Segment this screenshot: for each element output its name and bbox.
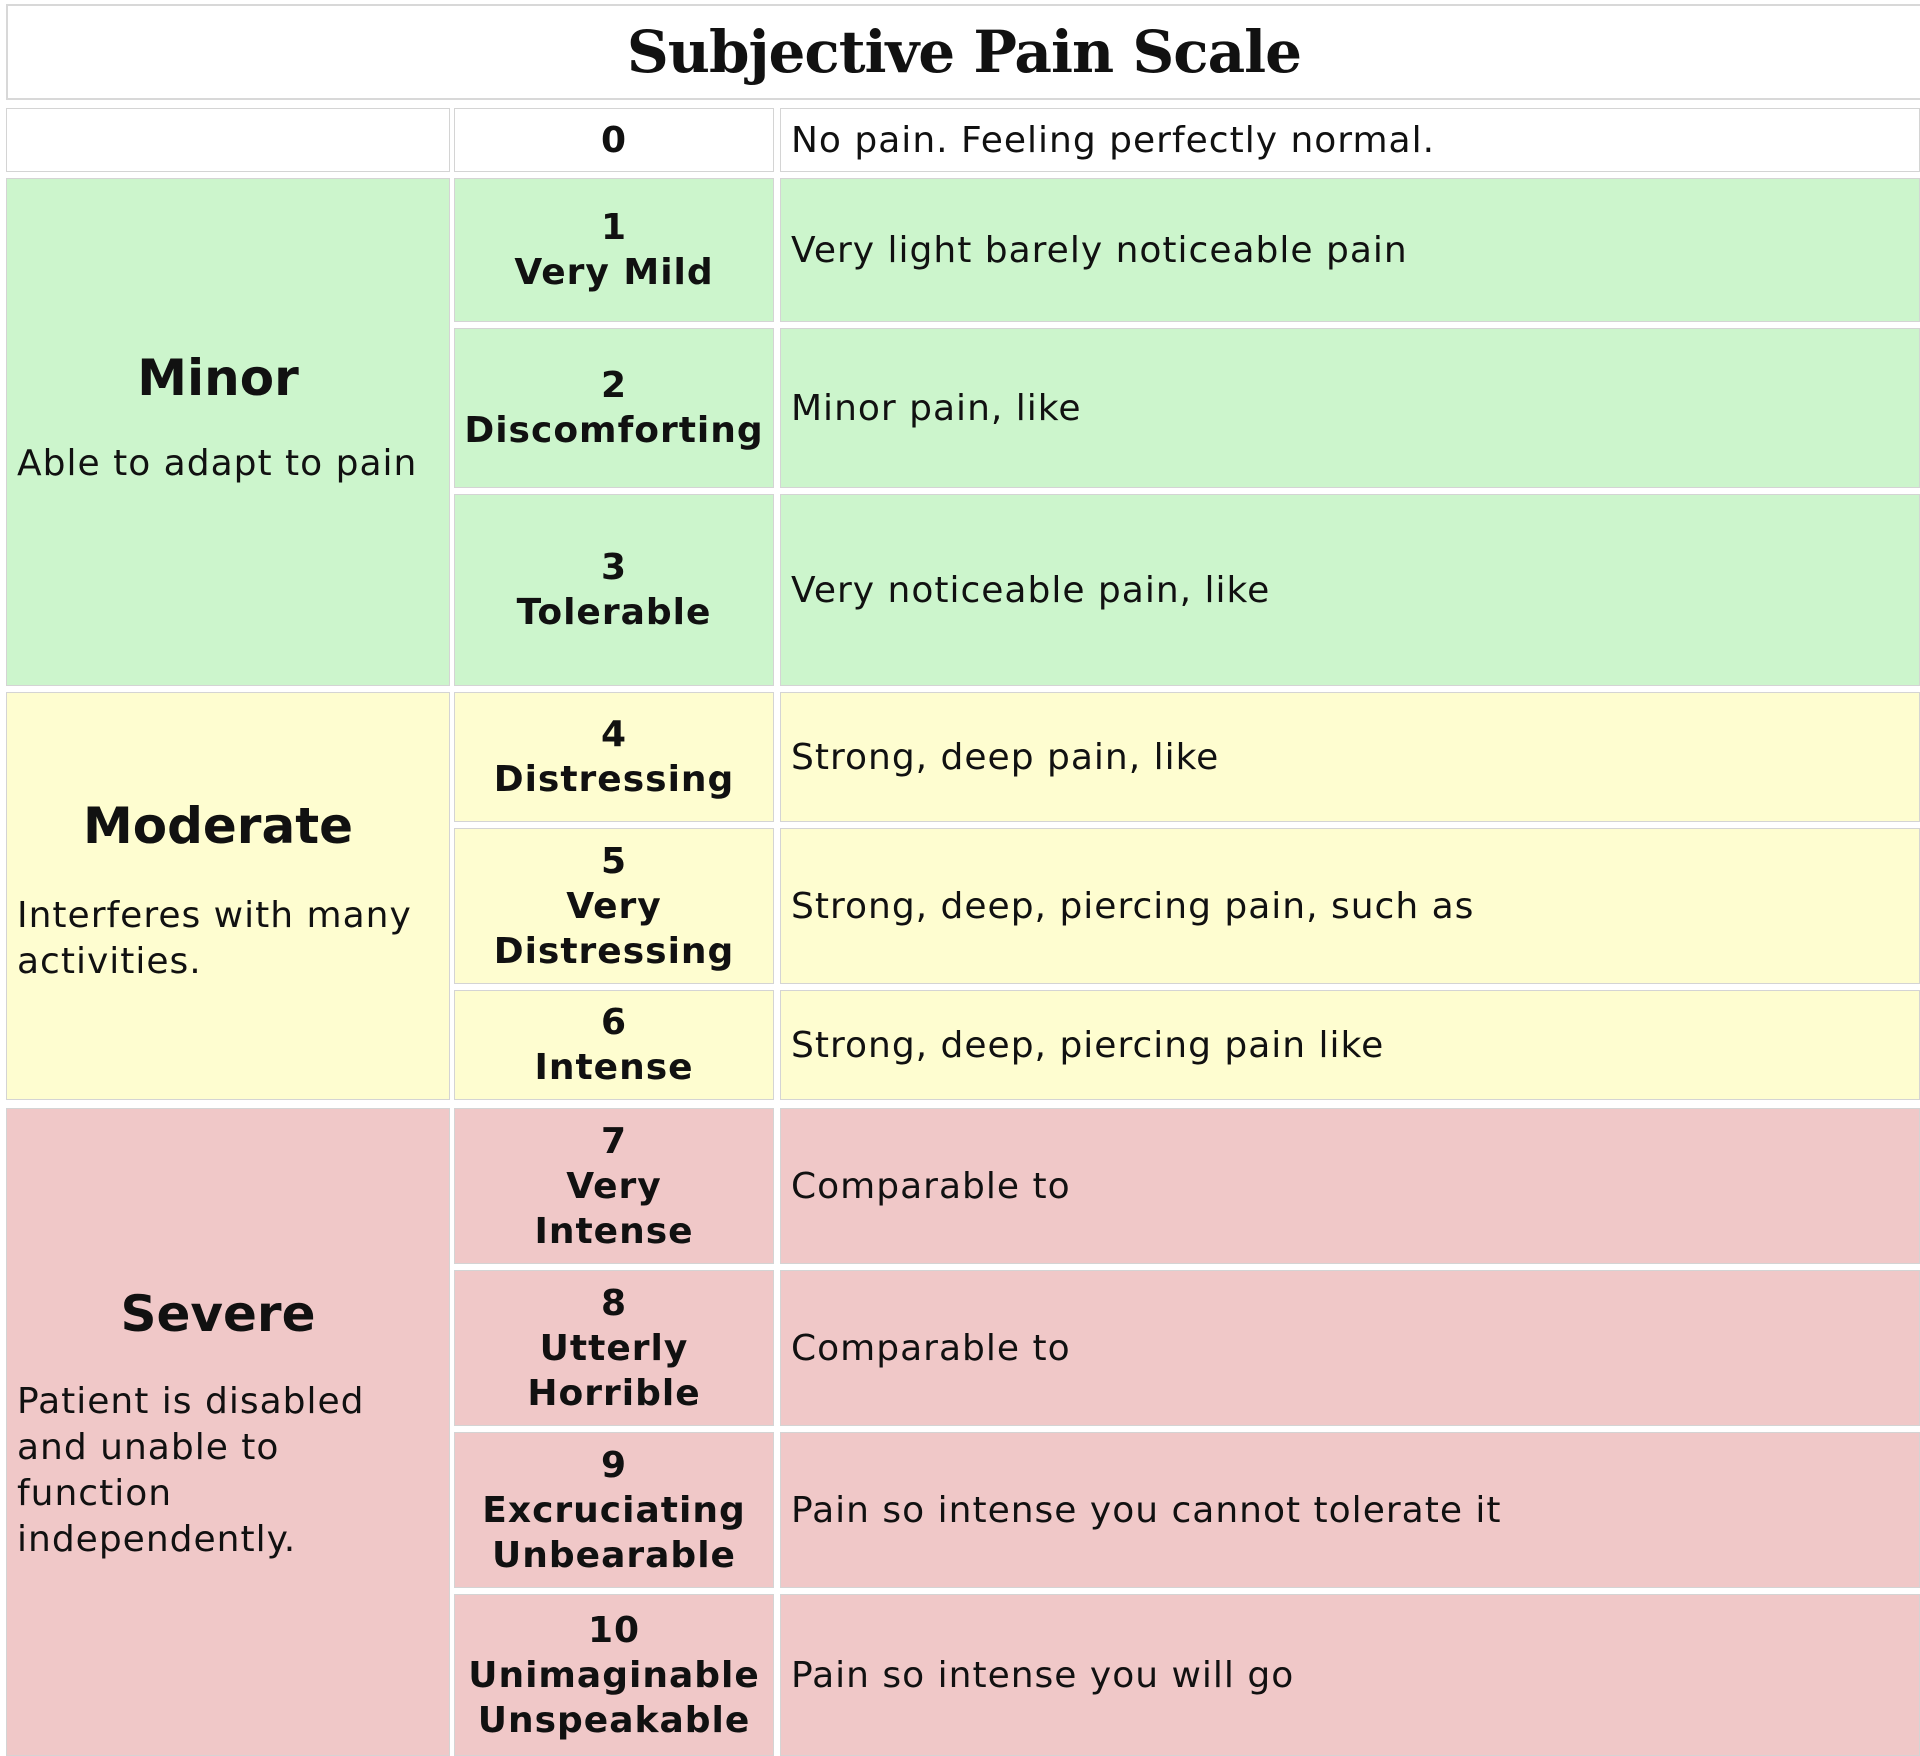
level-description: Very light barely noticeable pain bbox=[791, 229, 1408, 271]
level-cell bbox=[454, 1108, 774, 1264]
level-description: Strong, deep, piercing pain, such as bbox=[791, 885, 1475, 927]
level-cell bbox=[454, 1594, 774, 1756]
level-description-cell bbox=[780, 1432, 1920, 1588]
category-cell-severe bbox=[6, 1108, 450, 1756]
category-cell-minor bbox=[6, 178, 450, 686]
level-description-cell bbox=[780, 990, 1920, 1100]
level-description: Very noticeable pain, like bbox=[791, 569, 1271, 611]
category-description-line: function bbox=[17, 1473, 173, 1514]
level-cell bbox=[454, 1432, 774, 1588]
level-cell bbox=[454, 328, 774, 488]
category-description-line: independently. bbox=[17, 1519, 297, 1560]
level-name: Distressing bbox=[493, 759, 735, 800]
level-description: Minor pain, like bbox=[791, 387, 1082, 429]
level-number: 7 bbox=[600, 1120, 628, 1162]
level-name: Discomforting bbox=[464, 410, 764, 451]
level-name: Unbearable bbox=[492, 1534, 736, 1576]
level-description-cell bbox=[780, 178, 1920, 322]
level-number: 4 bbox=[600, 714, 628, 755]
level-cell bbox=[454, 108, 774, 172]
category-description-line: and unable to bbox=[17, 1427, 280, 1468]
level-name: Intense bbox=[534, 1047, 694, 1088]
level-cell bbox=[454, 990, 774, 1100]
level-name: Horrible bbox=[527, 1372, 701, 1414]
category-cell-none bbox=[6, 108, 450, 172]
level-name: Unimaginable bbox=[468, 1654, 760, 1696]
level-cell bbox=[454, 828, 774, 984]
level-cell bbox=[454, 178, 774, 322]
level-description-cell bbox=[780, 328, 1920, 488]
category-description-line: Patient is disabled bbox=[17, 1381, 365, 1422]
level-number: 2 bbox=[600, 365, 628, 406]
level-name: Very bbox=[566, 885, 662, 927]
level-number: 8 bbox=[600, 1282, 628, 1324]
category-description-minor: Able to adapt to pain bbox=[17, 443, 418, 484]
category-name-severe: Severe bbox=[120, 1285, 316, 1343]
level-cell bbox=[454, 1270, 774, 1426]
level-name: Very Mild bbox=[514, 252, 714, 293]
category-description-line: activities. bbox=[17, 941, 202, 982]
level-number: 3 bbox=[600, 547, 628, 588]
level-description: No pain. Feeling perfectly normal. bbox=[791, 119, 1436, 161]
level-name: Very bbox=[566, 1165, 662, 1207]
level-description-cell bbox=[780, 1270, 1920, 1426]
category-description-severe bbox=[17, 1379, 439, 1563]
page-title: Subjective Pain Scale bbox=[626, 18, 1302, 86]
level-cell bbox=[454, 494, 774, 686]
level-number: 0 bbox=[600, 119, 628, 161]
category-description-line: Interferes with many bbox=[17, 895, 412, 936]
level-name: Tolerable bbox=[516, 592, 712, 633]
level-description: Pain so intense you cannot tolerate it bbox=[791, 1489, 1502, 1531]
level-description-cell bbox=[780, 108, 1920, 172]
category-name-moderate: Moderate bbox=[82, 797, 354, 855]
level-description: Strong, deep pain, like bbox=[791, 736, 1220, 778]
level-name: Distressing bbox=[493, 930, 735, 972]
level-description: Strong, deep, piercing pain like bbox=[791, 1024, 1385, 1066]
level-number: 1 bbox=[600, 207, 628, 248]
level-number: 6 bbox=[600, 1002, 628, 1043]
title-bar bbox=[6, 4, 1920, 100]
level-description-cell bbox=[780, 1594, 1920, 1756]
level-name: Excruciating bbox=[482, 1489, 746, 1531]
level-number: 5 bbox=[600, 840, 628, 882]
level-name: Intense bbox=[534, 1210, 694, 1252]
level-description-cell bbox=[780, 1108, 1920, 1264]
level-number: 9 bbox=[600, 1444, 628, 1486]
level-description-cell bbox=[780, 828, 1920, 984]
category-description-moderate bbox=[17, 893, 439, 985]
level-number: 10 bbox=[587, 1609, 641, 1651]
level-cell bbox=[454, 692, 774, 822]
category-cell-moderate bbox=[6, 692, 450, 1100]
category-name-minor: Minor bbox=[137, 349, 299, 407]
level-description-cell bbox=[780, 692, 1920, 822]
level-description-cell bbox=[780, 494, 1920, 686]
level-name: Unspeakable bbox=[477, 1699, 751, 1741]
level-description: Pain so intense you will go bbox=[791, 1654, 1295, 1696]
level-name: Utterly bbox=[539, 1327, 689, 1369]
level-description: Comparable to bbox=[791, 1327, 1071, 1369]
level-description: Comparable to bbox=[791, 1165, 1071, 1207]
